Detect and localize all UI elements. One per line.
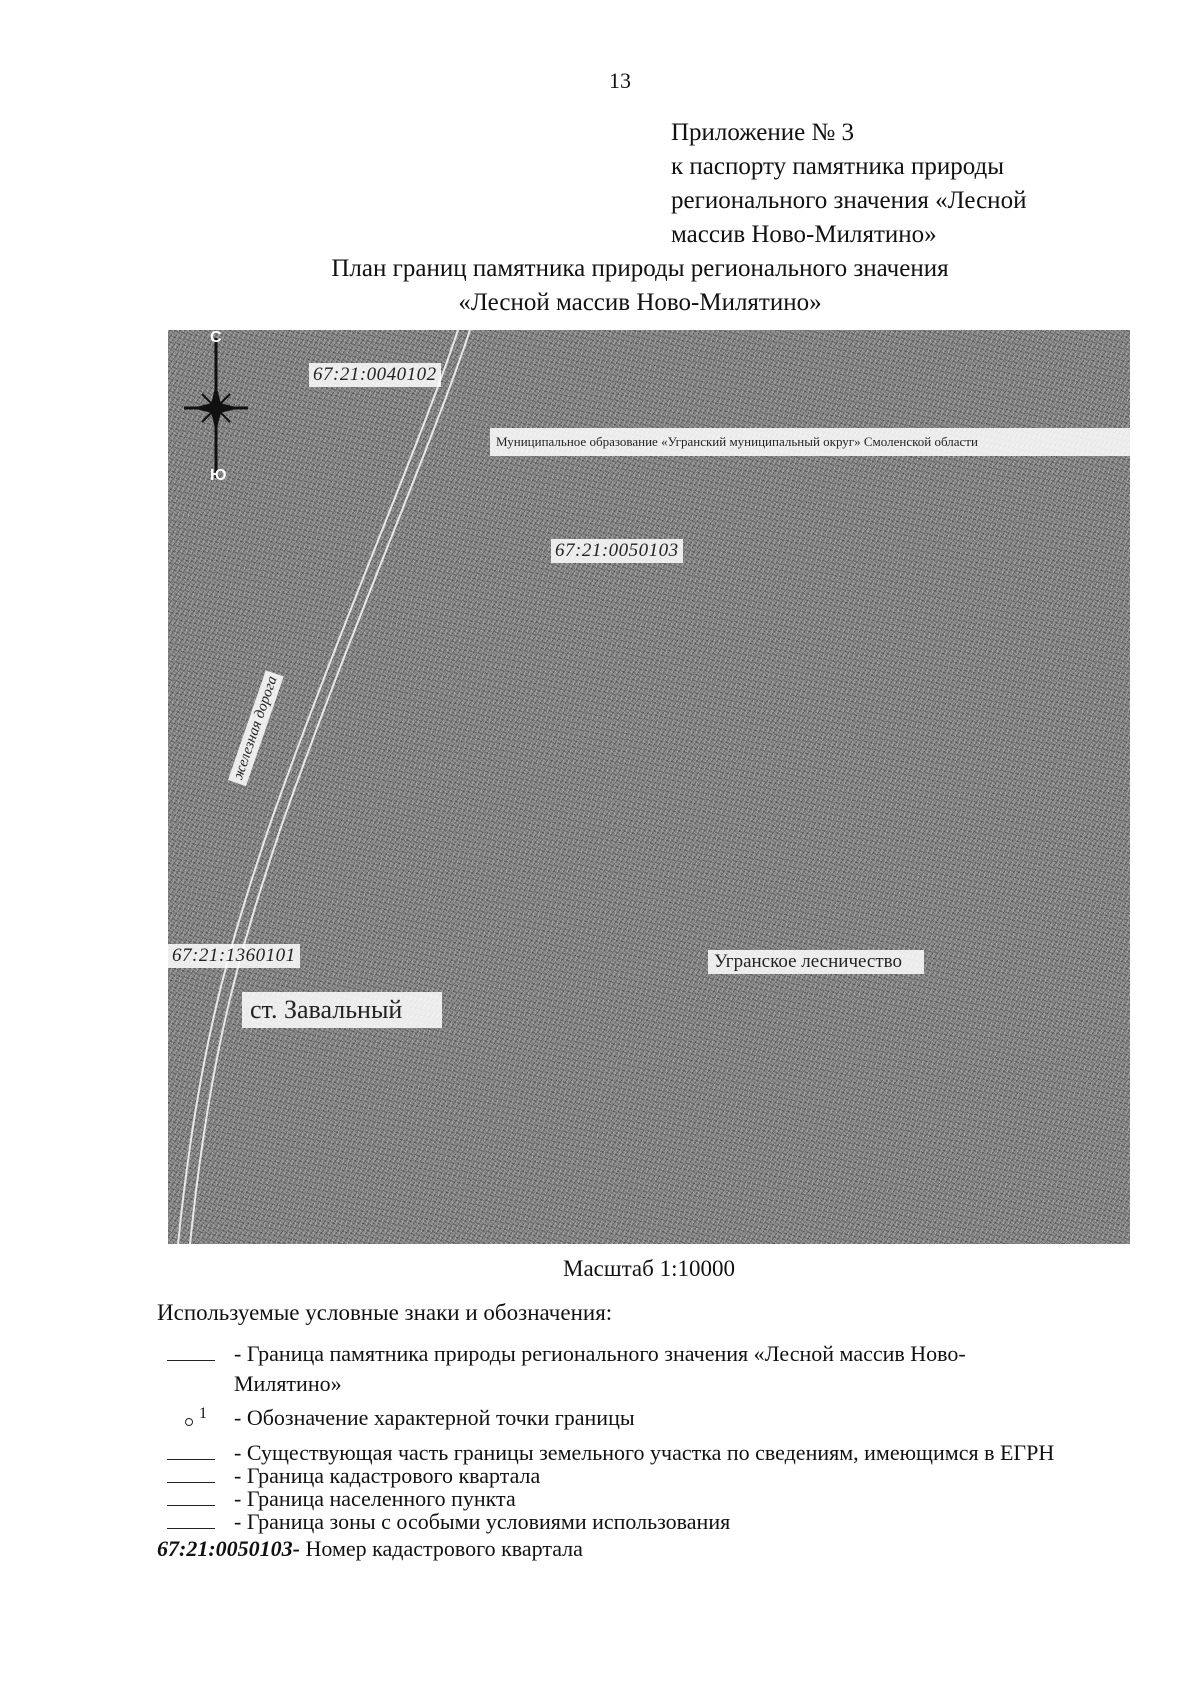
appendix-line-1: Приложение № 3	[671, 119, 855, 146]
legend-item-monument-boundary: - Граница памятника природы регионального значения «Лесной массив Ново-	[234, 1341, 966, 1366]
cadastral-number-example-suffix: 03-	[270, 1536, 300, 1561]
map-overlay	[168, 330, 1130, 1244]
cadastral-label-center: 67:21:0050103	[551, 539, 683, 563]
boundary-map	[168, 330, 1130, 1244]
forestry-label: Угранское лесничество	[708, 950, 924, 974]
point-number-label: 1	[199, 1405, 207, 1422]
cadastral-number-description: Номер кадастрового квартала	[299, 1536, 583, 1561]
cadastral-label-top: 67:21:0040102	[309, 363, 441, 387]
appendix-line-4: массив Ново-Милятино»	[671, 221, 937, 248]
legend-item-cadastral-number	[157, 1536, 583, 1562]
settlement-line-icon	[167, 1505, 215, 1506]
appendix-note	[671, 116, 1026, 252]
cadastral-number-example: 67:21:00501	[157, 1536, 271, 1561]
plan-title	[0, 252, 1200, 320]
station-label: ст. Завальный	[242, 992, 442, 1028]
municipality-label: Муниципальное образование «Угранский муниципальный округ» Смоленской области	[490, 428, 1130, 456]
land-plot-line-icon	[167, 1459, 215, 1460]
compass-rose-icon	[184, 338, 248, 478]
compass-south-label: Ю	[210, 467, 227, 484]
appendix-line-3: регионального значения «Лесной	[671, 187, 1027, 214]
legend-heading: Используемые условные знаки и обозначения:	[157, 1300, 613, 1325]
plan-title-line-2: «Лесной массив Ново-Милятино»	[458, 289, 822, 316]
cadastral-quarter-line-icon	[167, 1482, 215, 1483]
legend-item-boundary-point: - Обозначение характерной точки границы	[234, 1405, 635, 1430]
cadastral-label-left: 67:21:1360101	[168, 944, 300, 968]
legend-item-land-plot: - Существующая часть границы земельного участка по сведениям, имеющимся в ЕГРН	[234, 1440, 1055, 1465]
legend-item-settlement: - Граница населенного пункта	[234, 1486, 516, 1511]
monument-boundary-line-icon	[167, 1360, 215, 1361]
railway-label: железная дорога	[228, 670, 284, 786]
legend-symbol-monument-boundary	[167, 1345, 231, 1373]
boundary-point-icon	[185, 1418, 193, 1426]
legend-item-monument-boundary-cont: Милятино»	[234, 1371, 342, 1396]
special-zone-line-icon	[167, 1528, 215, 1529]
page-number: 13	[609, 68, 631, 93]
legend-item-cadastral-quarter: - Граница кадастрового квартала	[234, 1463, 541, 1488]
appendix-line-2: к паспорту памятника природы	[671, 153, 1005, 180]
compass-north-label: С	[210, 330, 222, 346]
map-scale: Масштаб 1:10000	[563, 1256, 735, 1281]
railway-line-right	[190, 330, 470, 1244]
plan-title-line-1: План границ памятника природы регионального значения	[331, 255, 949, 282]
legend-item-special-zone: - Граница зоны с особыми условиями использования	[234, 1509, 731, 1534]
